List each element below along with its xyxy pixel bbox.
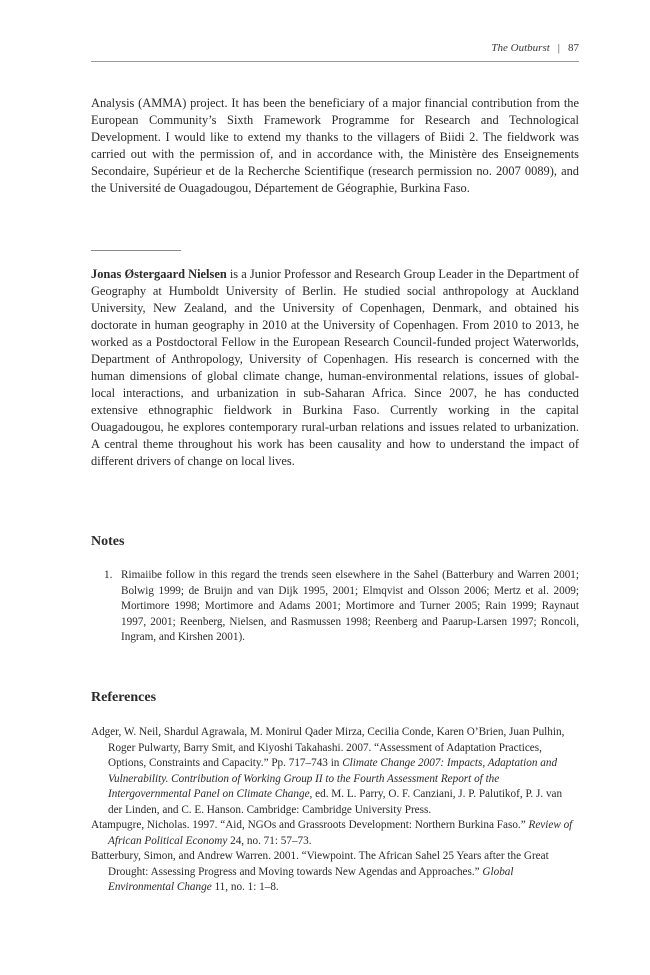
author-bio-text: is a Junior Professor and Research Group Leader in the Department of Geography at Humboldt University of Berlin. He studied social anthropology at Auckland University, New Zealand, and the University of Copenhagen, Denmark, and obtained his doctorate in human geography in 2010 at the University of Copenhagen. From 2010 to 2013, he worked as a Postdoctoral Fellow in the European Research Council-funded project Waterworlds, Department of Anthropology, University of Copenhagen. His research is concerned with the human dimensions of global climate change, human-environmental relations, issues of global-local interactions, and urbanization in sub-Saharan Africa. Since 2007, he has conducted extensive ethnographic fieldwork in Burkina Faso. Currently working in the capital Ouagadougou, he explores contemporary rural-urban relations and issues related to urbanization. A central theme throughout his work has been causality and how to understand the impact of different drivers of change on local lives. [91, 267, 579, 468]
reference-text: 11, no. 1: 1–8. [211, 881, 279, 893]
header-rule [91, 61, 579, 62]
reference-text: 24, no. 71: 57–73. [227, 834, 312, 847]
reference-title-italic: Global Environmental Change [108, 865, 514, 893]
running-title: The Outburst [491, 42, 550, 54]
note-item [104, 568, 579, 646]
acknowledgment-paragraph: Analysis (AMMA) project. It has been the beneficiary of a major financial contribution from the European Community’s Sixth Framework Programme for Research and Technological Development. I would like to extend my thanks to the villagers of Biidi 2. The fieldwork was carried out with the permission of, and in accordance with, the Ministère des Enseignements Secondaire, Supérieur et de la Recherche Scientifique (research permission no. 2007 0089), and the Université de Ouagadougou, Département de Géographie, Burkina Faso. [91, 96, 579, 195]
reference-text: Atampugre, Nicholas. 1997. “Aid, NGOs and Grassroots Development: Northern Burkina Faso.” [91, 819, 529, 831]
reference-text: Adger, W. Neil, Shardul Agrawala, M. Monirul Qader Mirza, Cecilia Conde, Karen O’Brien, Juan Pulhin, Roger Pulwarty, Barry Smit, and Kiyoshi Takahashi. 2007. “Assessment of Adaptation Practices, Options, Constraints and Capacity.” Pp. 717–743 in [91, 726, 565, 769]
running-header [491, 42, 579, 54]
page-number: 87 [568, 42, 579, 54]
reference-title-italic: Climate Change 2007: Impacts, Adaptation and Vulnerability. Contribution of Working Group II to the Fourth Assessment Report of the Intergovernmental Panel on Climate Change [108, 757, 558, 800]
reference-text: , ed. M. L. Parry, O. F. Canziani, J. P. Palutikof, P. J. van der Linden, and C. E. Hanson. Cambridge: Cambridge University Press. [108, 788, 563, 816]
notes-heading: Notes [91, 534, 125, 549]
references-list [91, 725, 579, 896]
reference-entry [91, 725, 579, 818]
reference-entry [91, 818, 579, 849]
header-separator: | [557, 42, 560, 54]
reference-title-italic: Review of African Political Economy [108, 819, 573, 847]
note-number: 1. [104, 569, 113, 581]
reference-entry [91, 849, 579, 896]
notes-list [91, 568, 579, 646]
section-divider [91, 250, 181, 251]
note-text: Rimaiibe follow in this regard the trends seen elsewhere in the Sahel (Batterbury and Warren 2001; Bolwig 1999; de Bruijn and van Dijk 1995, 2001; Elmqvist and Olsson 2006; Mertz et al. 2009; Mortimore 1998; Mortimore and Adams 2001; Mortimore and Turner 2005; Rain 1999; Raynaut 1997, 2001; Reenberg, Nielsen, and Rasmussen 1998; Reenberg and Paarup-Larsen 1997; Roncoli, Ingram, and Kirshen 2001). [121, 569, 579, 643]
author-name: Jonas Østergaard Nielsen [91, 267, 227, 281]
references-heading: References [91, 690, 157, 705]
author-bio-paragraph [91, 266, 579, 470]
reference-text: Batterbury, Simon, and Andrew Warren. 2001. “Viewpoint. The African Sahel 25 Years after the Great Drought: Assessing Progress and Moving towards New Agendas and Approaches.” [91, 850, 549, 878]
